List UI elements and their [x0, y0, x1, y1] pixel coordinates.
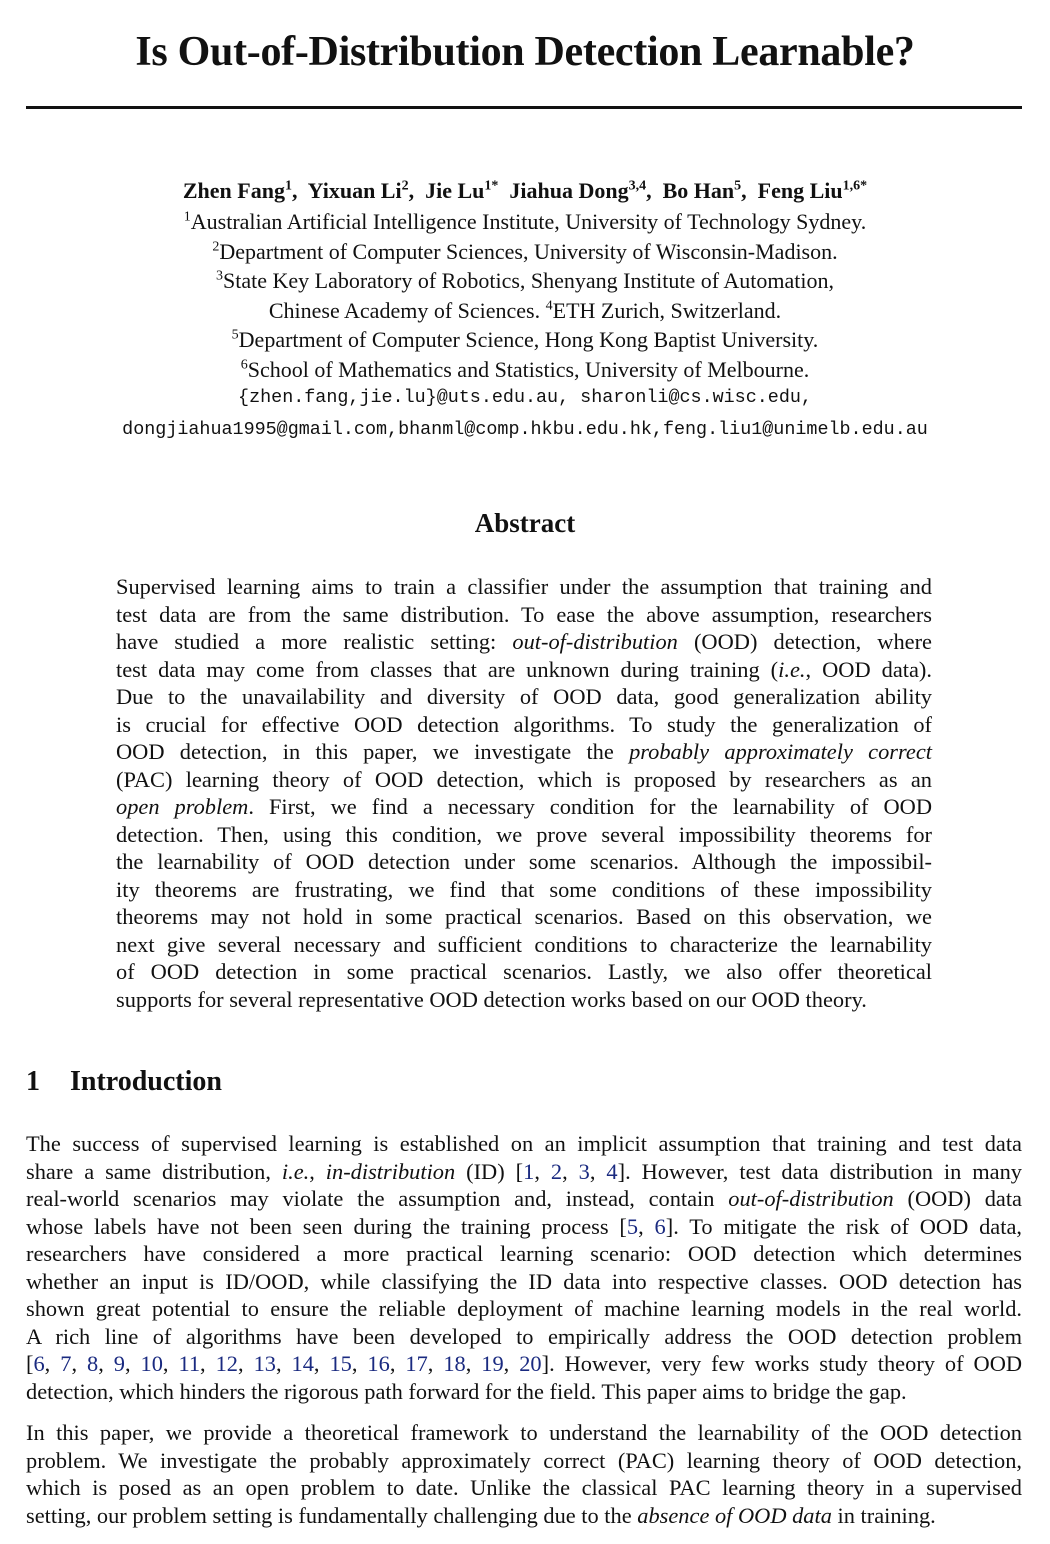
affiliation: $^5$Department of Computer Science, Hong Kong Baptist University. [231, 327, 819, 352]
citation-link[interactable]: 11 [178, 1351, 201, 1376]
citation-link[interactable]: 4 [606, 1158, 618, 1184]
citation-link[interactable]: 20 [519, 1351, 542, 1376]
citation-link[interactable]: 18 [443, 1351, 466, 1376]
text-line: A rich line of algorithms have been developed to empirically address the OOD detection problem [26, 1323, 1022, 1349]
author: Zhen Fang$^1$ [182, 178, 292, 203]
text-line: supports for several representative OOD detection works based on our OOD theory. [116, 986, 867, 1012]
affiliation: $^6$School of Mathematics and Statistics, University of Melbourne. [240, 356, 810, 382]
citation-link[interactable]: 5 [626, 1213, 639, 1239]
author-emails [0, 382, 1050, 446]
author-list: Zhen Fang$^1$, Yixuan Li$^2$, Jie $Lu^{1*}$ Jiahua Dong$^{3,4}$, Bo Han$^5$, Feng Liu$^{1,6*}$ [182, 178, 868, 203]
italic-text: probably approximately correct [629, 739, 932, 764]
text-line: theorems may not hold in some practical scenarios. Based on this observation, we [116, 904, 932, 929]
citation-link[interactable]: 9 [113, 1351, 125, 1376]
paper-title: Is Out-of-Distribution Detection Learnable? [135, 29, 915, 75]
title-rule [26, 106, 1022, 109]
email-line: dongjiahua1995@gmail.com,bhanml@comp.hkbu.edu.hk,feng.liu1@unimelb.edu.au [122, 419, 928, 440]
author: Jie $Lu^{1*}$ [425, 178, 499, 203]
intro-paragraph-1 [26, 1130, 1022, 1405]
citation-link[interactable]: 14 [291, 1351, 314, 1376]
abstract-heading: Abstract [474, 508, 576, 538]
text-line: setting, our problem setting is fundamentally challenging due to the absence of OOD data in training. [26, 1502, 936, 1528]
text-line: (PAC) learning theory of OOD detection, which is proposed by researchers as an [116, 766, 932, 792]
affiliation: $^3$State Key Laboratory of Robotics, Shenyang Institute of Automation, [215, 268, 834, 293]
text-line: problem. We investigate the probably approximately correct (PAC) learning theory of OOD detection, [26, 1447, 1022, 1473]
citation-link[interactable]: 2 [550, 1158, 563, 1184]
text-line: share a same distribution, i.e., in-distribution (ID) [1, 2, 3, 4]. However, test data distribution in many [26, 1158, 1022, 1184]
citation-link[interactable]: 10 [140, 1351, 163, 1376]
text-line: researchers have considered a more practical learning scenario: OOD detection which determines [26, 1241, 1022, 1266]
italic-text: out-of-distribution [728, 1186, 894, 1211]
citation-link[interactable]: 19 [481, 1351, 504, 1376]
citation-link[interactable]: 6 [33, 1351, 45, 1376]
citation-link[interactable]: 6 [654, 1213, 666, 1239]
section-number: 1 [26, 1066, 40, 1097]
text-line: of OOD detection in some practical scenarios. Lastly, we also offer theoretical [116, 959, 932, 984]
text-line: the learnability of OOD detection under some scenarios. Although the impossibil- [116, 849, 932, 874]
text-line: detection. Then, using this condition, we prove several impossibility theorems for [116, 821, 932, 847]
author: Jiahua Dong$^{3,4}$ [509, 178, 647, 203]
citation-link[interactable]: 3 [578, 1158, 590, 1184]
section-heading-introduction [26, 1066, 222, 1098]
text-line: test data are from the same distribution. To ease the above assumption, researchers [116, 601, 932, 627]
citation-link[interactable]: 16 [367, 1351, 390, 1376]
text-line: whether an input is ID/OOD, while classifying the ID data into respective classes. OOD detection has [26, 1268, 1022, 1294]
text-line: is crucial for effective OOD detection algorithms. To study the generalization of [116, 711, 932, 737]
affiliations [0, 207, 1050, 384]
author: Yixuan Li$^2$ [307, 178, 409, 203]
italic-text: in-distribution [325, 1158, 456, 1184]
author: Feng Liu$^{1,6*}$ [757, 178, 868, 203]
affiliation: $^1$Australian Artificial Intelligence Institute, University of Technology Sydney. [183, 209, 867, 234]
text-line: Supervised learning aims to train a classifier under the assumption that training and [116, 574, 932, 599]
affiliation: $^2$Department of Computer Sciences, University of Wisconsin-Madison. [212, 238, 838, 264]
section-title: Introduction [70, 1066, 222, 1097]
text-line: ity theorems are frustrating, we find that some conditions of these impossibility [116, 876, 932, 902]
text-line: next give several necessary and sufficient conditions to characterize the learnability [116, 931, 932, 957]
citation-link[interactable]: 12 [215, 1351, 238, 1376]
italic-text: absence of OOD data [637, 1502, 832, 1528]
text-line: [6, 7, 8, 9, 10, 11, 12, 13, 14, 15, 16, 17, 18, 19, 20]. However, very few works study theory of OOD [26, 1351, 1023, 1376]
affiliation: Chinese Academy of Sciences. $^4$ETH Zurich, Switzerland. [268, 297, 782, 323]
text-line: open problem. First, we find a necessary condition for the learnability of OOD [116, 794, 933, 819]
italic-text: open problem [116, 794, 249, 819]
text-line: OOD detection, in this paper, we investigate the probably approximately correct [116, 739, 932, 764]
text-line: The success of supervised learning is established on an implicit assumption that training and test data [26, 1131, 1022, 1156]
text-line: have studied a more realistic setting: out-of-distribution (OOD) detection, where [116, 629, 932, 654]
citation-link[interactable]: 1 [523, 1158, 535, 1184]
text-line: detection, which hinders the rigorous path forward for the field. This paper aims to bridge the gap. [26, 1378, 907, 1404]
text-line: which is posed as an open problem to date. Unlike the classical PAC learning theory in a supervised [26, 1475, 1022, 1500]
italic-text: i.e. [281, 1158, 310, 1184]
citation-link[interactable]: 17 [405, 1351, 428, 1376]
text-line: Due to the unavailability and diversity of OOD data, good generalization ability [116, 684, 932, 709]
intro-paragraph-2 [26, 1419, 1022, 1529]
text-line: In this paper, we provide a theoretical framework to understand the learnability of the OOD detection [26, 1420, 1022, 1445]
email-line: {zhen.fang,jie.lu}@uts.edu.au, sharonli@cs.wisc.edu, [238, 387, 812, 408]
author: Bo Han$^5$ [662, 178, 742, 203]
text-line: shown great potential to ensure the reliable deployment of machine learning models in the real world. [26, 1296, 1022, 1321]
italic-text: out-of-distribution [512, 629, 678, 654]
text-line: test data may come from classes that are unknown during training (i.e., OOD data). [116, 656, 932, 682]
abstract-body [116, 573, 932, 1013]
italic-text: i.e. [778, 656, 806, 682]
text-line: real-world scenarios may violate the assumption and, instead, contain out-of-distribution (OOD) data [26, 1186, 1022, 1211]
citation-link[interactable]: 7 [60, 1351, 72, 1376]
citation-link[interactable]: 13 [253, 1351, 276, 1376]
text-line: whose labels have not been seen during the training process [5, 6]. To mitigate the risk of OOD data, [26, 1213, 1022, 1239]
citation-link[interactable]: 15 [329, 1351, 352, 1376]
citation-link[interactable]: 8 [87, 1351, 99, 1376]
